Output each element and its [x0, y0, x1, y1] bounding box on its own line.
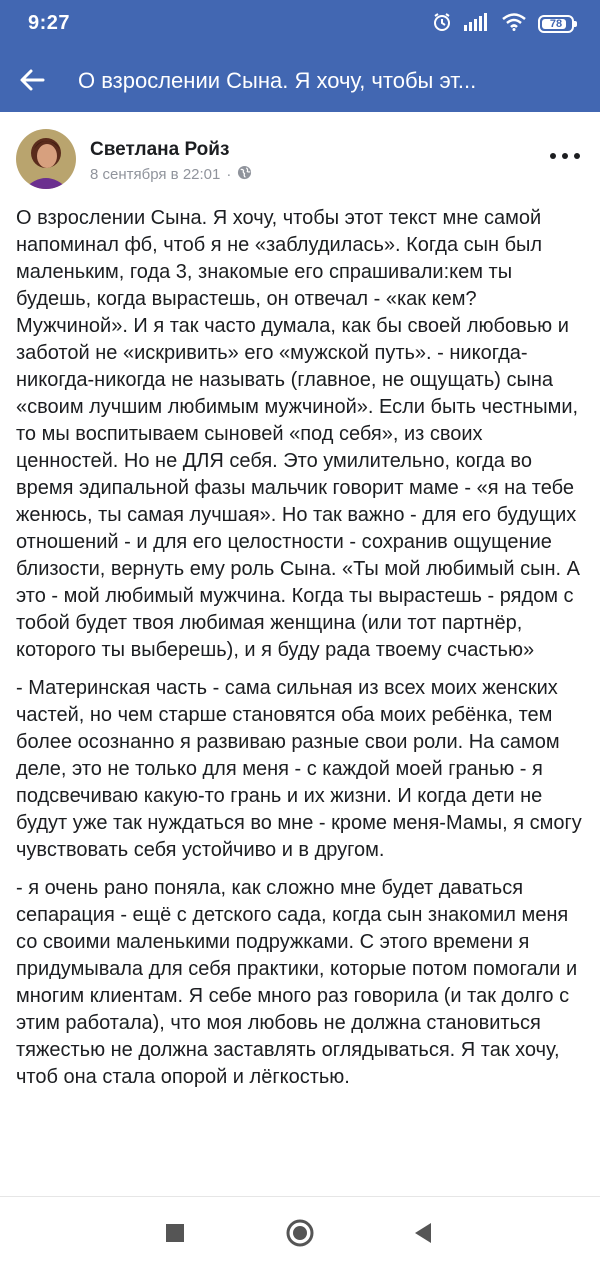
triangle-back-icon — [413, 1222, 433, 1244]
post-paragraph: - я очень рано поняла, как сложно мне будет даваться сепарация - ещё с детского сада, когда сын знакомил меня со своими маленькими подружками. С этого времени я придумывала для себя практики, которые потом помогали и многим клиентам. Я себе много раз говорила (и так долго с этим работала), что моя любовь не должна становиться тяжестью не должна заставлять оглядываться. Я так хочу, чтоб она стала опорой и лёгкостью. — [16, 877, 578, 1088]
app-bar — [0, 52, 600, 112]
avatar[interactable] — [16, 129, 76, 189]
status-bar — [0, 0, 600, 48]
signal-icon — [464, 13, 490, 36]
circle-home-icon — [285, 1218, 315, 1248]
battery-icon — [538, 15, 574, 33]
system-nav-bar — [0, 1196, 600, 1267]
post-header — [0, 112, 600, 202]
square-recents-icon — [165, 1223, 185, 1243]
status-time: 9:27 — [28, 12, 71, 34]
more-dots-icon — [550, 153, 556, 159]
wifi-icon — [502, 13, 526, 36]
alarm-icon — [432, 12, 452, 37]
globe-icon — [237, 165, 252, 184]
home-button[interactable] — [280, 1213, 320, 1253]
page-title: О взрослении Сына. Я хочу, чтобы эт... — [78, 68, 477, 93]
post-paragraph: О взрослении Сына. Я хочу, чтобы этот текст мне самой напоминал фб, чтоб я не «заблудилась». Когда сын был маленьким, года 3, знакомые его спрашивали:кем ты будешь, когда вырастешь, он отвечал - «как кем? Мужчиной». И я так часто думала, как бы своей любовью и заботой не «искривить» его «мужской путь». - никогда- никогда-никогда не называть (главное, не ощущать) сына «своим лучшим любимым мужчиной». Если быть честными, то мы воспитываем сыновей «под себя», из своих ценностей. Но не ДЛЯ себя. Это умилительно, когда во время эдипальной фазы мальчик говорит маме - «я на тебе женюсь, ты самая лучшая». Но так важно - для его будущих отношений - и для его целостности - сохранив ощущение близости, вернуть ему роль Сына. «Ты мой любимый сын. А это - мой любимый мужчина. Когда ты вырастешь - рядом с тобой будет твоя любимая женщина (или тот партнёр, которого ты выберешь), и я буду рада твоему счастью» — [16, 207, 580, 661]
meta-separator: · — [226, 166, 232, 183]
post-body — [16, 205, 588, 1102]
recents-button[interactable] — [155, 1213, 195, 1253]
post-meta — [90, 165, 252, 184]
back-nav-button[interactable] — [403, 1213, 443, 1253]
post-date[interactable]: 8 сентября в 22:01 — [90, 166, 221, 183]
battery-level: 78 — [549, 18, 563, 30]
arrow-left-icon — [19, 67, 45, 93]
status-icons — [432, 12, 574, 36]
more-options-button[interactable] — [550, 146, 580, 166]
top-bar — [0, 0, 600, 112]
post-paragraph: - Материнская часть - сама сильная из всех моих женских частей, но чем старше становятся оба моих ребёнка, тем более осознанно я развиваю разные свои роли. На самом деле, это не только для меня - с каждой моей гранью - я подсвечиваю какую-то грань и их жизни. И когда дети не будут уже так нуждаться во мне - кроме меня-Мамы, я смогу чувствовать себя устойчиво и в другом. — [16, 677, 582, 861]
author-name[interactable]: Светлана Ройз — [90, 139, 230, 160]
back-button[interactable] — [12, 60, 52, 100]
